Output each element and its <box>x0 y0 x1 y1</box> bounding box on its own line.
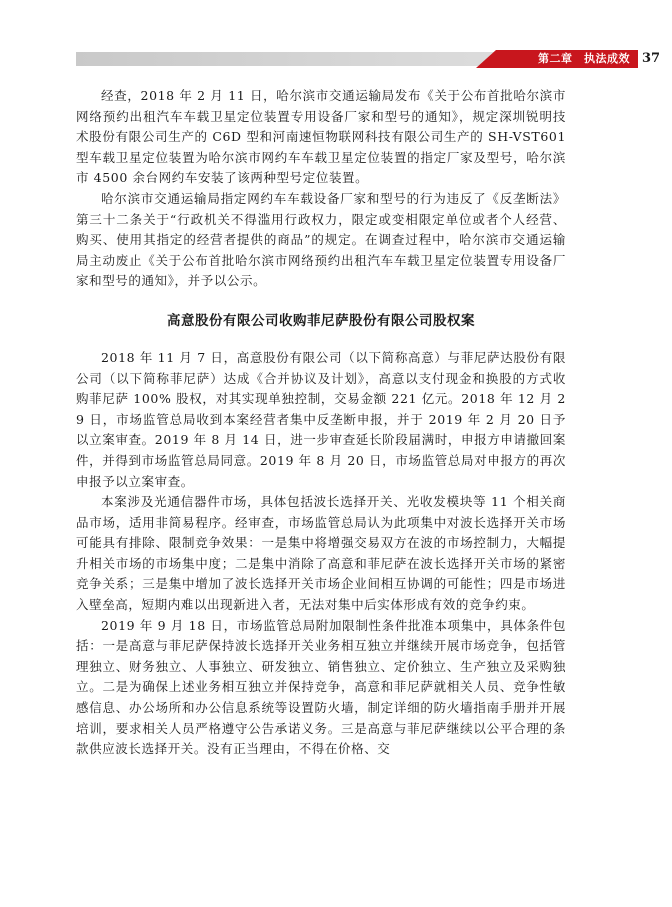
body-paragraph: 2018 年 11 月 7 日，高意股份有限公司（以下简称高意）与菲尼萨达股份有限公司（以下简称菲尼萨）达成《合并协议及计划》，高意以支付现金和换股的方式收购菲尼萨 100% 股权，对其实现单独控制，交易金额 221 亿元。2018 年 12 月 29 日，市场监管总局收到本案经营者集中反垄断申报，并于 2019 年 2 月 20 日予以立案审查。2019 年 8 月 14 日，进一步审查延长阶段届满时，申报方申请撤回案件，并得到市场监管总局同意。2019 年 8 月 20 日，市场监管总局对申报方的再次申报予以立案审查。 <box>76 349 566 489</box>
chapter-title: 第二章 执法成效 <box>538 52 630 65</box>
page-header <box>76 50 661 68</box>
page-number: 37 <box>642 51 661 66</box>
body-paragraph: 经查，2018 年 2 月 11 日，哈尔滨市交通运输局发布《关于公布首批哈尔滨市网络预约出租汽车车载卫星定位装置专用设备厂家和型号的通知》，规定深圳锐明技术股份有限公司生产的 C6D 型和河南速恒物联网科技有限公司生产的 SH-VST601 型车载卫星定位装置为哈尔滨市网约车车载卫星定位装置的指定厂家及型号，哈尔滨市 4500 余台网约车安装了该两种型号定位装置。 <box>76 88 566 186</box>
header-grey-bar <box>76 52 496 66</box>
page-body <box>76 86 566 760</box>
body-paragraph: 哈尔滨市交通运输局指定网约车车载设备厂家和型号的行为违反了《反垄断法》第三十二条关于“行政机关不得滥用行政权力，限定或变相限定单位或者个人经营、购买、使用其指定的经营者提供的商品”的规定。在调查过程中，哈尔滨市交通运输局主动废止《关于公布首批哈尔滨市网络预约出租汽车车载卫星定位装置专用设备厂家和型号的通知》，并予以公示。 <box>76 190 566 289</box>
section-heading: 高意股份有限公司收购菲尼萨股份有限公司股权案 <box>167 312 475 329</box>
body-paragraph: 2019 年 9 月 18 日，市场监管总局附加限制性条件批准本项集中，具体条件包括：一是高意与菲尼萨保持波长选择开关业务相互独立并继续开展市场竞争，包括管理独立、财务独立、人事独立、研发独立、销售独立、定价独立、生产独立及采购独立。二是为确保上述业务相互独立并保持竞争，高意和菲尼萨就相关人员、竞争性敏感信息、办公场所和办公信息系统等设置防火墙，制定详细的防火墙指南手册并开展培训，要求相关人员严格遵守公告承诺义务。三是高意与菲尼萨继续以公平合理的条款供应波长选择开关。没有正当理由，不得在价格、交 <box>76 617 566 757</box>
body-paragraph: 本案涉及光通信器件市场，具体包括波长选择开关、光收发模块等 11 个相关商品市场，适用非简易程序。经审查，市场监管总局认为此项集中对波长选择开关市场可能具有排除、限制竞争效果：一是集中将增强交易双方在波的市场控制力，大幅提升相关市场的市场集中度；二是集中消除了高意和菲尼萨在波长选择开关市场的紧密竞争关系；三是集中增加了波长选择开关市场企业间相互协调的可能性；四是市场进入壁垒高，短期内难以出现新进入者，无法对集中后实体形成有效的竞争约束。 <box>76 494 566 613</box>
